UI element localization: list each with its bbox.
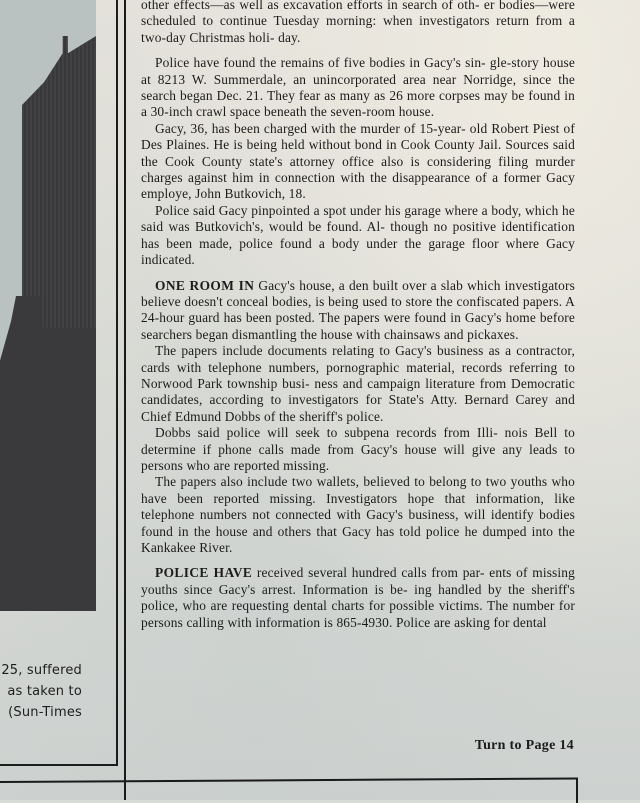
section-lead-in: ONE ROOM IN (155, 277, 255, 293)
paragraph-text: Gacy's house, a den built over a slab which investigators believe doesn't conceal bodies, is being used to store the confiscated papers. A 24-hour guard has been posted. The papers were found in Gacy's home before searchers began dismantling the house with chainsaws and pickaxes. (141, 277, 575, 342)
paragraph-text: Gacy, 36, has been charged with the murder of 15-year- old Robert Piest of Des Plaines. He is being held without bond in Cook County Jail. Sources said the Cook County state's attorney office also is considering filing murder charges against him in connection with the disappearance of a former Gacy employe, John Butkovich, 18. (141, 120, 575, 202)
photo-figure-silhouette (0, 296, 96, 611)
article-paragraph (141, 565, 575, 631)
article-paragraph (141, 55, 575, 121)
article-body (141, 0, 575, 631)
bottom-box-rule (0, 777, 578, 783)
jump-line: Turn to Page 14 (474, 738, 574, 753)
caption-line: 25, suffered (1, 663, 82, 678)
article-paragraph (141, 474, 575, 556)
article-paragraph (141, 278, 575, 344)
photo-caption (0, 660, 82, 723)
paragraph-text: Dobbs said police will seek to subpena records from Illi- nois Bell to determine if phone calls made from Gacy's house will give any leads to persons who are reported missing. (141, 425, 575, 473)
caption-line: as taken to (7, 684, 82, 699)
paragraph-text: other effects—as well as excavation efforts in search of oth- er bodies—were scheduled to continue Tuesday morning: when investigators return from a two-day Christmas holi- day. (141, 0, 575, 45)
paragraph-text: Police have found the remains of five bodies in Gacy's sin- gle-story house at 8213 W. Summerdale, an unincorporated area near Norridge, since the search began Dec. 21. They fear as many as 26 more corpses may be found in a 30-inch crawl space beneath the seven-room house. (141, 55, 575, 120)
article-paragraph (141, 343, 575, 425)
column-rule (124, 0, 126, 800)
section-lead-in: POLICE HAVE (155, 565, 253, 581)
article-paragraph (141, 0, 575, 46)
paragraph-text: received several hundred calls from par- ents of missing youths since Gacy's arrest. Information is be- ing handled by the sheriff's police, who are requesting dental charts for possible victims. The number for persons calling with information is 865-4930. Police are asking for dental (141, 565, 575, 630)
article-paragraph (141, 203, 575, 269)
paragraph-text: The papers also include two wallets, believed to belong to two youths who have been reported missing. Investigators hope that information, like telephone numbers not connected with Gacy's business, will identify bodies found in the house and others that Gacy has told police he dumped into the Kankakee River. (141, 474, 575, 555)
caption-line: (Sun-Times (8, 705, 82, 720)
paragraph-text: The papers include documents relating to Gacy's business as a contractor, cards with telephone numbers, pornographic material, records referring to Norwood Park township busi- ness and campaign literature from Democratic candidates, according to investigators for State's Atty. Bernard Carey and Chief Edmund Dobbs of the sheriff's police. (141, 343, 575, 424)
bottom-box-rule-vertical (576, 779, 578, 803)
news-photo (0, 0, 96, 611)
article-paragraph (141, 121, 575, 203)
photo-frame (0, 0, 118, 766)
paragraph-text: Police said Gacy pinpointed a spot under his garage where a body, which he said was Butkovich's, would be found. Al- though no positive identification has been made, police found a body under the garage floor where Gacy indicated. (141, 202, 575, 268)
article-paragraph (141, 425, 575, 474)
